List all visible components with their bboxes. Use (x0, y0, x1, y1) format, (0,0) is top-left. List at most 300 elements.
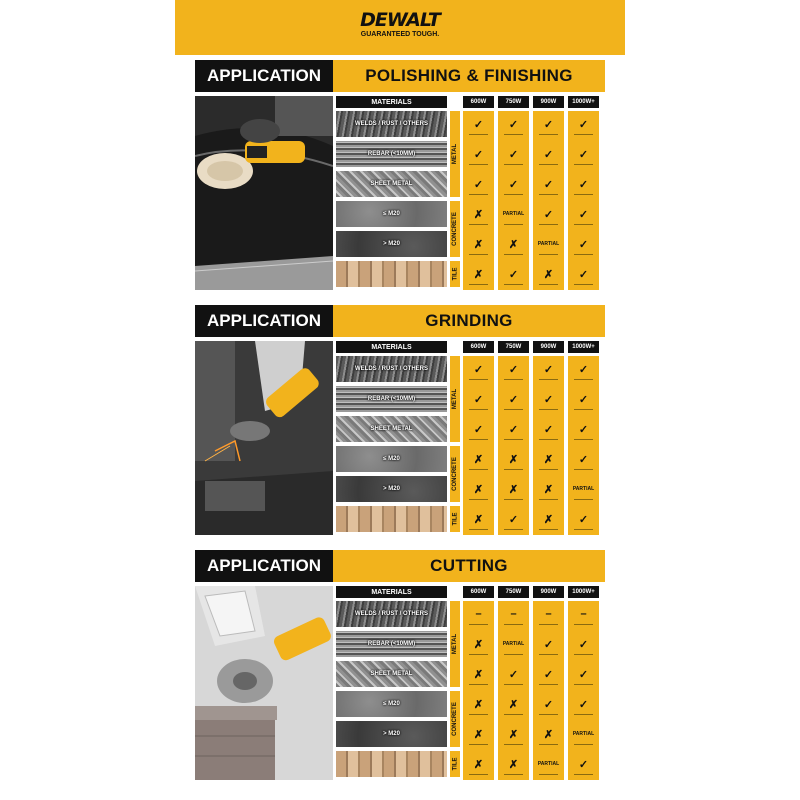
row-divider (504, 774, 523, 775)
material-group-1 (450, 201, 460, 257)
row-divider (469, 439, 488, 440)
row-divider (469, 164, 488, 165)
group-label: METAL (452, 143, 458, 165)
row-divider (469, 529, 488, 530)
rating-cell (533, 141, 564, 167)
materials-header: MATERIALS (336, 341, 447, 353)
rating-value: ✓ (508, 393, 519, 406)
material-row-2 (336, 416, 447, 442)
rating-value: – (510, 608, 517, 620)
rating-value: ✓ (543, 363, 554, 376)
rating-cell (463, 721, 494, 747)
row-divider (504, 439, 523, 440)
polishing-scene-icon (195, 96, 333, 290)
rating-cell (498, 661, 529, 687)
material-group-2 (450, 751, 460, 777)
material-row-0 (336, 111, 447, 137)
rating-value: ✓ (508, 268, 519, 281)
rating-value: ✓ (578, 698, 589, 711)
rating-cell (498, 356, 529, 382)
row-divider (504, 379, 523, 380)
row-divider (574, 409, 593, 410)
rating-value: ✓ (578, 363, 589, 376)
material-row-5 (336, 261, 447, 287)
rating-cell (498, 201, 529, 227)
rating-cell (568, 171, 599, 197)
row-divider (469, 284, 488, 285)
watt-header-2: 900W (533, 341, 564, 353)
rating-cell (463, 356, 494, 382)
row-divider (504, 194, 523, 195)
group-label: CONCRETE (452, 702, 459, 736)
row-divider (574, 379, 593, 380)
row-divider (539, 409, 558, 410)
row-divider (539, 774, 558, 775)
material-group-1 (450, 446, 460, 502)
row-divider (469, 409, 488, 410)
rating-cell (568, 631, 599, 657)
watt-header-0: 600W (463, 96, 494, 108)
row-divider (574, 774, 593, 775)
rating-cell (533, 386, 564, 412)
rating-value: ✗ (473, 513, 484, 526)
rating-value: ✗ (473, 238, 484, 251)
row-divider (469, 254, 488, 255)
rating-cell (533, 446, 564, 472)
rating-cell (568, 446, 599, 472)
rating-value: ✗ (543, 728, 554, 741)
row-divider (469, 224, 488, 225)
material-row-0 (336, 356, 447, 382)
row-divider (504, 499, 523, 500)
watt-column-0 (463, 356, 494, 535)
rating-value: ✓ (508, 118, 519, 131)
rating-cell (463, 201, 494, 227)
rating-value: ✓ (578, 238, 589, 251)
rating-value: ✗ (473, 698, 484, 711)
cutting-scene-icon (195, 586, 333, 780)
rating-cell (533, 661, 564, 687)
rating-value: ✓ (543, 393, 554, 406)
rating-cell (498, 386, 529, 412)
material-group-1 (450, 691, 460, 747)
material-row-3 (336, 446, 447, 472)
rating-value: ✓ (578, 268, 589, 281)
rating-cell (533, 691, 564, 717)
group-label: CONCRETE (452, 212, 459, 246)
rating-cell (498, 111, 529, 137)
section-title: POLISHING & FINISHING (333, 60, 605, 92)
rating-value: ✓ (578, 208, 589, 221)
watt-header-3: 1000W+ (568, 96, 599, 108)
row-divider (574, 529, 593, 530)
row-divider (469, 684, 488, 685)
row-divider (574, 684, 593, 685)
rating-cell (568, 201, 599, 227)
rating-cell (533, 721, 564, 747)
rating-cell (463, 231, 494, 257)
row-divider (539, 164, 558, 165)
rating-cell (568, 141, 599, 167)
materials-header: MATERIALS (336, 586, 447, 598)
material-group-0 (450, 111, 460, 197)
rating-value: ✓ (578, 178, 589, 191)
rating-value: ✓ (543, 208, 554, 221)
rating-cell (568, 751, 599, 777)
rating-value: PARTIAL (537, 761, 560, 767)
rating-cell (568, 601, 599, 627)
rating-cell (463, 631, 494, 657)
rating-value: ✓ (578, 638, 589, 651)
rating-value: ✗ (473, 638, 484, 651)
group-label: CONCRETE (452, 457, 459, 491)
brand-name: DEWALT (360, 9, 440, 31)
rating-cell (533, 751, 564, 777)
rating-value: PARTIAL (572, 486, 595, 492)
watt-header-2: 900W (533, 96, 564, 108)
material-row-3 (336, 201, 447, 227)
rating-value: ✗ (508, 698, 519, 711)
row-divider (469, 134, 488, 135)
row-divider (574, 224, 593, 225)
watt-header-3: 1000W+ (568, 586, 599, 598)
rating-cell (533, 111, 564, 137)
rating-value: ✗ (473, 268, 484, 281)
brand-tagline: GUARANTEED TOUGH. (360, 31, 440, 38)
rating-value: ✓ (578, 453, 589, 466)
row-divider (504, 469, 523, 470)
rating-cell (533, 476, 564, 502)
rating-value: ✗ (543, 268, 554, 281)
rating-value: ✗ (508, 728, 519, 741)
rating-value: ✓ (508, 363, 519, 376)
row-divider (539, 499, 558, 500)
material-row-4 (336, 231, 447, 257)
rating-cell (463, 751, 494, 777)
rating-cell (533, 201, 564, 227)
watt-header-0: 600W (463, 341, 494, 353)
rating-cell (568, 261, 599, 287)
row-divider (504, 254, 523, 255)
watt-column-2 (533, 111, 564, 290)
rating-cell (533, 171, 564, 197)
rating-cell (568, 416, 599, 442)
material-label: REBAR (<10MM) (367, 641, 416, 647)
watt-header-0: 600W (463, 586, 494, 598)
row-divider (574, 499, 593, 500)
material-row-2 (336, 661, 447, 687)
row-divider (539, 224, 558, 225)
material-row-3 (336, 691, 447, 717)
row-divider (574, 134, 593, 135)
material-row-2 (336, 171, 447, 197)
row-divider (539, 744, 558, 745)
rating-cell (463, 691, 494, 717)
rating-value: ✗ (543, 453, 554, 466)
application-section-2 (195, 305, 605, 535)
row-divider (539, 134, 558, 135)
material-group-2 (450, 506, 460, 532)
material-label: REBAR (<10MM) (367, 396, 416, 402)
rating-value: ✗ (473, 728, 484, 741)
rating-value: ✓ (543, 698, 554, 711)
rating-cell (463, 141, 494, 167)
watt-header-3: 1000W+ (568, 341, 599, 353)
rating-cell (498, 751, 529, 777)
rating-value: ✗ (473, 668, 484, 681)
rating-value: ✓ (578, 148, 589, 161)
row-divider (469, 469, 488, 470)
rating-value: ✓ (473, 118, 484, 131)
row-divider (469, 714, 488, 715)
rating-cell (568, 231, 599, 257)
watt-header-1: 750W (498, 341, 529, 353)
application-photo (195, 586, 333, 780)
rating-value: ✗ (508, 453, 519, 466)
row-divider (539, 379, 558, 380)
material-row-1 (336, 141, 447, 167)
material-row-1 (336, 631, 447, 657)
row-divider (504, 744, 523, 745)
row-divider (469, 654, 488, 655)
dewalt-logo (358, 10, 442, 39)
rating-cell (498, 416, 529, 442)
section-title: CUTTING (333, 550, 605, 582)
watt-header-1: 750W (498, 586, 529, 598)
rating-value: ✗ (473, 453, 484, 466)
row-divider (574, 439, 593, 440)
rating-cell (463, 661, 494, 687)
row-divider (504, 224, 523, 225)
material-label: ≤ M20 (383, 456, 400, 462)
rating-cell (463, 111, 494, 137)
rating-value: ✓ (578, 758, 589, 771)
application-label: APPLICATION (195, 550, 333, 582)
watt-column-1 (498, 601, 529, 780)
grinding-scene-icon (195, 341, 333, 535)
rating-cell (498, 476, 529, 502)
rating-value: ✗ (508, 238, 519, 251)
watt-column-3 (568, 356, 599, 535)
rating-value: ✓ (578, 668, 589, 681)
watt-column-0 (463, 601, 494, 780)
rating-cell (498, 446, 529, 472)
rating-value: ✓ (508, 423, 519, 436)
material-row-1 (336, 386, 447, 412)
material-group-0 (450, 601, 460, 687)
rating-value: ✓ (543, 148, 554, 161)
watt-column-0 (463, 111, 494, 290)
rating-cell (463, 601, 494, 627)
rating-value: ✗ (543, 513, 554, 526)
rating-cell (568, 691, 599, 717)
material-label: WELDS / RUST / OTHERS (354, 121, 428, 127)
rating-cell (498, 601, 529, 627)
watt-column-2 (533, 601, 564, 780)
rating-cell (498, 231, 529, 257)
watt-header-2: 900W (533, 586, 564, 598)
rating-cell (568, 506, 599, 532)
material-row-0 (336, 601, 447, 627)
material-label: > M20 (383, 731, 400, 737)
rating-cell (498, 171, 529, 197)
group-label: METAL (452, 633, 458, 655)
rating-value: ✓ (473, 423, 484, 436)
row-divider (469, 499, 488, 500)
rating-value: ✓ (543, 423, 554, 436)
watt-column-3 (568, 601, 599, 780)
row-divider (539, 284, 558, 285)
row-divider (574, 469, 593, 470)
row-divider (504, 164, 523, 165)
material-group-2 (450, 261, 460, 287)
rating-cell (568, 476, 599, 502)
application-section-3 (195, 550, 605, 780)
row-divider (469, 624, 488, 625)
material-label: REBAR (<10MM) (367, 151, 416, 157)
rating-value: ✓ (578, 393, 589, 406)
rating-value: ✗ (473, 483, 484, 496)
rating-cell (463, 386, 494, 412)
application-section-1 (195, 60, 605, 290)
rating-cell (533, 416, 564, 442)
material-label: SHEET METAL (370, 181, 413, 187)
rating-cell (498, 691, 529, 717)
rating-value: ✗ (508, 483, 519, 496)
group-label: TILE (452, 757, 458, 771)
material-label: SHEET METAL (370, 426, 413, 432)
row-divider (574, 194, 593, 195)
application-photo (195, 341, 333, 535)
rating-value: ✓ (508, 668, 519, 681)
rating-value: ✗ (473, 208, 484, 221)
group-label: TILE (452, 267, 458, 281)
row-divider (504, 134, 523, 135)
rating-value: PARTIAL (502, 641, 525, 647)
rating-value: PARTIAL (572, 731, 595, 737)
row-divider (469, 744, 488, 745)
rating-cell (533, 601, 564, 627)
row-divider (539, 624, 558, 625)
row-divider (539, 529, 558, 530)
row-divider (539, 684, 558, 685)
row-divider (574, 654, 593, 655)
row-divider (574, 714, 593, 715)
row-divider (469, 379, 488, 380)
application-label: APPLICATION (195, 60, 333, 92)
watt-header-1: 750W (498, 96, 529, 108)
group-label: METAL (452, 388, 458, 410)
rating-value: ✓ (473, 178, 484, 191)
row-divider (539, 654, 558, 655)
rating-value: ✓ (578, 118, 589, 131)
rating-cell (463, 261, 494, 287)
section-title: GRINDING (333, 305, 605, 337)
rating-value: ✓ (473, 393, 484, 406)
material-label: WELDS / RUST / OTHERS (354, 366, 428, 372)
row-divider (574, 744, 593, 745)
row-divider (574, 624, 593, 625)
rating-cell (498, 506, 529, 532)
row-divider (469, 194, 488, 195)
material-row-4 (336, 721, 447, 747)
rating-value: ✗ (508, 758, 519, 771)
rating-value: – (545, 608, 552, 620)
rating-cell (533, 631, 564, 657)
rating-cell (533, 261, 564, 287)
materials-header: MATERIALS (336, 96, 447, 108)
watt-column-3 (568, 111, 599, 290)
material-row-4 (336, 476, 447, 502)
rating-value: ✗ (543, 483, 554, 496)
row-divider (504, 409, 523, 410)
material-label: ≤ M20 (383, 701, 400, 707)
watt-column-2 (533, 356, 564, 535)
row-divider (539, 469, 558, 470)
rating-value: ✓ (473, 363, 484, 376)
rating-value: – (475, 608, 482, 620)
rating-value: ✓ (543, 638, 554, 651)
rating-cell (533, 506, 564, 532)
rating-cell (498, 721, 529, 747)
rating-value: ✓ (508, 148, 519, 161)
rating-value: – (580, 608, 587, 620)
rating-cell (463, 476, 494, 502)
rating-cell (498, 141, 529, 167)
application-photo (195, 96, 333, 290)
row-divider (504, 714, 523, 715)
row-divider (539, 439, 558, 440)
rating-cell (463, 416, 494, 442)
row-divider (539, 714, 558, 715)
rating-cell (463, 506, 494, 532)
rating-value: ✓ (578, 513, 589, 526)
rating-value: ✗ (473, 758, 484, 771)
rating-cell (498, 631, 529, 657)
row-divider (469, 774, 488, 775)
rating-cell (463, 446, 494, 472)
rating-cell (463, 171, 494, 197)
rating-cell (568, 386, 599, 412)
row-divider (504, 654, 523, 655)
rating-cell (568, 111, 599, 137)
application-label: APPLICATION (195, 305, 333, 337)
rating-value: ✓ (578, 423, 589, 436)
rating-cell (533, 231, 564, 257)
rating-cell (498, 261, 529, 287)
rating-value: ✓ (508, 513, 519, 526)
material-row-5 (336, 506, 447, 532)
rating-cell (533, 356, 564, 382)
rating-value: ✓ (543, 178, 554, 191)
watt-column-1 (498, 111, 529, 290)
material-label: SHEET METAL (370, 671, 413, 677)
rating-value: ✓ (543, 118, 554, 131)
rating-cell (568, 356, 599, 382)
material-label: ≤ M20 (383, 211, 400, 217)
rating-value: ✓ (508, 178, 519, 191)
row-divider (504, 529, 523, 530)
rating-value: PARTIAL (502, 211, 525, 217)
watt-column-1 (498, 356, 529, 535)
material-label: WELDS / RUST / OTHERS (354, 611, 428, 617)
row-divider (504, 684, 523, 685)
row-divider (539, 194, 558, 195)
row-divider (574, 254, 593, 255)
material-label: > M20 (383, 486, 400, 492)
rating-cell (568, 661, 599, 687)
row-divider (574, 284, 593, 285)
